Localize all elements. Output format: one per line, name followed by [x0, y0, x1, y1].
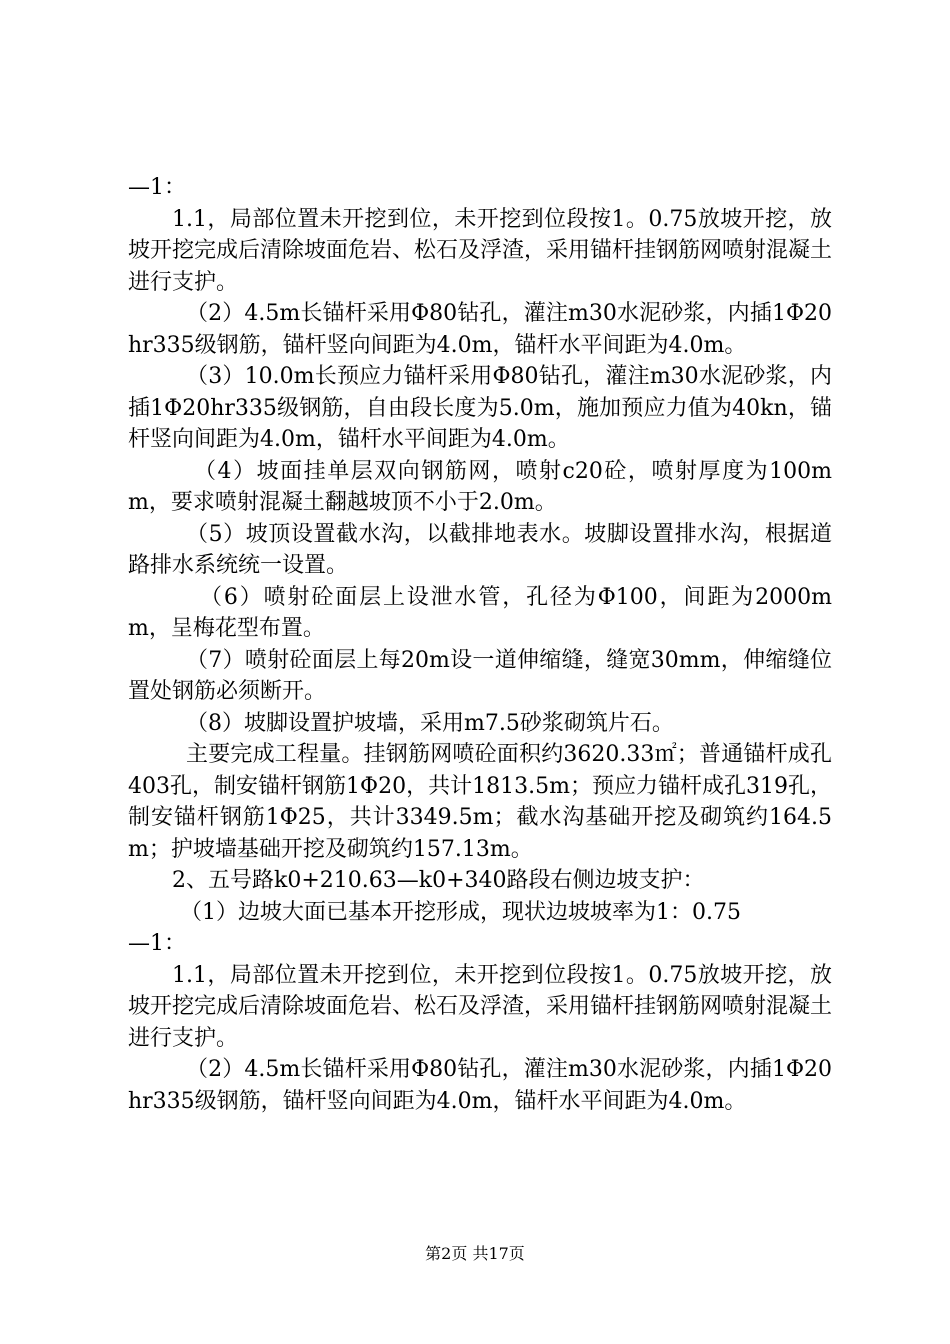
paragraph: 2、五号路k0+210.63—k0+340路段右侧边坡支护：	[172, 868, 705, 893]
paragraph: （6）喷射砼面层上设泄水管，孔径为Φ100，间距为2000mm，呈梅花型布置。	[128, 584, 832, 641]
paragraph: 1.1，局部位置未开挖到位，未开挖到位段按1。0.75放坡开挖，放坡开挖完成后清除坡面危岩、松石及浮渣，采用锚杆挂钢筋网喷射混凝土进行支护。	[128, 962, 833, 1051]
paragraph: （7）喷射砼面层上每20m设一道伸缩缝，缝宽30mm，伸缩缝位置处钢筋必须断开。	[128, 647, 832, 704]
paragraph: （3）10.0m长预应力锚杆采用Φ80钻孔，灌注m30水泥砂浆，内插1Φ20hr335级钢筋，自由段长度为5.0m，施加预应力值为40kn，锚杆竖向间距为4.0m，锚杆水平间距为4.0m。	[128, 364, 832, 452]
paragraph: （8）坡脚设置护坡墙，采用m7.5砂浆砌筑片石。	[186, 710, 674, 736]
paragraph: 主要完成工程量。挂钢筋网喷砼面积约3620.33㎡；普通锚杆成孔403孔，制安锚杆钢筋1Φ20，共计1813.5m；预应力锚杆成孔319孔，制安锚杆钢筋1Φ25，共计3349.5m；截水沟基础开挖及砌筑约164.5m；护坡墙基础开挖及砌筑约157.13m。	[128, 742, 832, 862]
document-body	[128, 172, 832, 1117]
paragraph: （4）坡面挂单层双向钢筋网，喷射c20砼，喷射厚度为100mm，要求喷射混凝土翻越坡顶不小于2.0m。	[128, 458, 832, 515]
paragraph: —1：	[128, 931, 186, 956]
paragraph: （2）4.5m长锚杆采用Φ80钻孔，灌注m30水泥砂浆，内插1Φ20hr335级钢筋，锚杆竖向间距为4.0m，锚杆水平间距为4.0m。	[128, 301, 832, 358]
paragraph: （2）4.5m长锚杆采用Φ80钻孔，灌注m30水泥砂浆，内插1Φ20hr335级钢筋，锚杆竖向间距为4.0m，锚杆水平间距为4.0m。	[128, 1057, 832, 1114]
paragraph: （5）坡顶设置截水沟，以截排地表水。坡脚设置排水沟，根据道路排水系统统一设置。	[128, 521, 832, 578]
paragraph: —1：	[128, 175, 186, 200]
paragraph: （1）边坡大面已基本开挖形成，现状边坡坡率为1：0.75	[180, 899, 741, 925]
paragraph: 1.1，局部位置未开挖到位，未开挖到位段按1。0.75放坡开挖，放坡开挖完成后清除坡面危岩、松石及浮渣，采用锚杆挂钢筋网喷射混凝土进行支护。	[128, 206, 833, 295]
page-footer: 第2页 共17页	[425, 1244, 525, 1263]
